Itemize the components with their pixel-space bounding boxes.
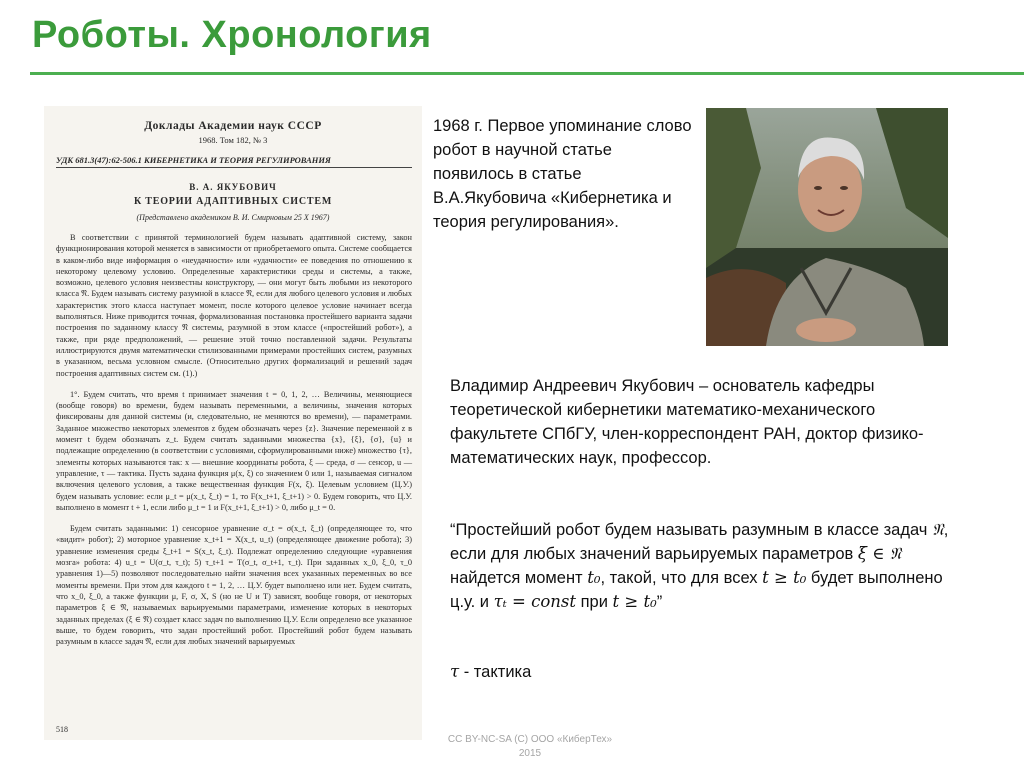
article-paragraph: В соответствии с принятой терминологией будем называть адаптивной систему, закон функционирования которой меняется в зависимости от приобретаемого опыта. Системе сообщается в каком-либо виде информация о «неудачности» или «удачности» ее поведения по отношению к некоторому целевому условию. Определенные характеристики среды и системы, а также, возможно, целевого условия неизвестны конструктору, — они могут быть любыми из некоторого класса 𝔑. Будем называть систему разумной в классе 𝔑, если для любого целевого условия и любых характеристик этого класса наступает момент, после которого целевое условие начинает всегда выполняться. Ниже приводится точная, формализованная постановка простейшего варианта задачи построения по заданному классу 𝔑 системы, разумной в этом классе («простейший робот»), а также, при ряде предположений, — решение этой точно поставленной задачи. Результаты иллюстрируются двумя математически стилизованными примерами простейших систем, разумных в указанном, весьма условном смысле. (Относительно других формализаций и решений задач построения адаптивных систем см. (1).) (56, 233, 412, 378)
quote-text: найдется момент (450, 569, 588, 587)
article-title: К ТЕОРИИ АДАПТИВНЫХ СИСТЕМ (133, 196, 333, 207)
quote-text: , такой, что для всех (600, 569, 763, 587)
article-page-number: 518 (56, 725, 68, 734)
scanned-article-image (44, 106, 422, 740)
math-symbol: t ≥ t₀ (762, 568, 807, 587)
tactic-text: - тактика (459, 663, 532, 681)
math-symbol: τₜ = const (493, 592, 577, 611)
math-symbol: ξ ∈ 𝔑 (857, 544, 902, 563)
math-symbol: t₀ (587, 568, 601, 587)
footer-license-line: CC BY-NC-SA (C) ООО «КиберТех» (447, 734, 613, 745)
portrait-illustration (706, 108, 948, 346)
footer-year: 2015 (518, 748, 542, 759)
journal-name: Доклады Академии наук СССР (144, 120, 322, 132)
title-underline (30, 72, 1024, 75)
quote-text: при (576, 593, 613, 611)
slide-title: Роботы. Хронология (32, 14, 432, 56)
footer-license (380, 733, 680, 761)
math-symbol: τ (450, 662, 460, 681)
article-paragraph: 1°. Будем считать, что время t принимает значения t = 0, 1, 2, … Величины, меняющиеся (вообще говоря) во времени, будем называть переменными, а величины, значения которых фиксированы для данной системы (и, следовательно, не меняются во времени), — параметрами. Заданное множество некоторых элементов z будем обозначать через {z}. Значение переменной z в момент t будем обозначать z_t. Будем считать заданными множества {x}, {ξ}, {σ}, {u} и подлежащие определению (в соответствии с условиями, сформулированными ниже) множество {τ}, элементы которых называются так: x — внешние координаты робота, ξ — среда, σ — сенсор, u — управление, τ — тактика. Пусть задана функция μ(x, ξ) со значением 0 или 1, называемая сигналом включения целевого условия, а также вещественная функция F(x, ξ). Целевым условием (Ц.У.) будем называть условие: если μ_t = μ(x_t, ξ_t) = 1, то F(x_t+1, ξ_t+1) > 0. Будем говорить, что Ц.У. выполнено в момент t + 1, если либо μ_t = 1 и F(x_t+1, ξ_t+1) > 0, либо μ_t = 0. (56, 389, 412, 512)
article-udk: УДК 681.3(47):62-506.1 КИБЕРНЕТИКА И ТЕОРИЯ РЕГУЛИРОВАНИЯ (56, 155, 412, 168)
lead-text: 1968 г. Первое упоминание слово робот в научной статье появилось в статье В.А.Якубовича «Кибернетика и теория регулирования». (433, 117, 692, 231)
math-symbol: 𝔑 (931, 520, 944, 539)
article-presented-by: (Представлено академиком В. И. Смирновым 25 X 1967) (136, 213, 330, 222)
article-paragraph: Будем считать заданными: 1) сенсорное уравнение σ_t = σ(x_t, ξ_t) (определяющее то, что «видит» робот); 2) моторное уравнение x_t+1 = X(x_t, u_t) (определяющее движение робота); 3) уравнение изменения среды ξ_t+1 = S(x_t, ξ_t). Подлежат определению следующие «уравнения мозга» робота: 4) u_t = U(σ_t, τ_t); 5) τ_t+1 = T(σ_t, σ_t+1, τ_t). При заданных x_0, ξ_0, τ_0 уравнения 1)—5) позволяют последовательно найти значения всех указанных переменных во все моменты времени. При этом для каждого t = 1, 2, … Ц.У. будет выполнено или нет. Будем считать, что x_0, ξ_0, а также функции μ, F, σ, X, S (но не U и T) зависят, вообще говоря, от некоторых параметров ξ ∈ 𝔑, называемых варьируемыми параметрами, изменение которых в некоторых заданных пределах (ξ ∈ 𝔑) создает класс задач по выполнению Ц.У. Если определено все указанное выше, то будем говорить, что задан простейший робот. Простейший робот будем называть разумным в классе задач 𝔑, если для любых значений варьируемых (56, 524, 412, 647)
robot-definition-quote (450, 518, 960, 614)
bio-text: Владимир Андреевич Якубович – основатель кафедры теоретической кибернетики математико-механического факультете СПбГУ, член-корреспондент РАН, доктор физико-математических наук, профессор. (450, 377, 924, 467)
portrait-photo (706, 108, 948, 346)
math-symbol: t ≥ t₀ (612, 592, 657, 611)
quote-text: ” (656, 593, 663, 611)
quote-text: будет выполнено ц.у. и (450, 569, 943, 611)
quote-text: “Простейший робот будем называть разумным в классе задач (450, 521, 932, 539)
tactic-definition (450, 662, 531, 682)
article-author: В. А. ЯКУБОВИЧ (189, 182, 277, 192)
journal-issue: 1968. Том 182, № 3 (198, 135, 268, 145)
quote-text: , если для любых значений варьируемых параметров (450, 521, 949, 563)
